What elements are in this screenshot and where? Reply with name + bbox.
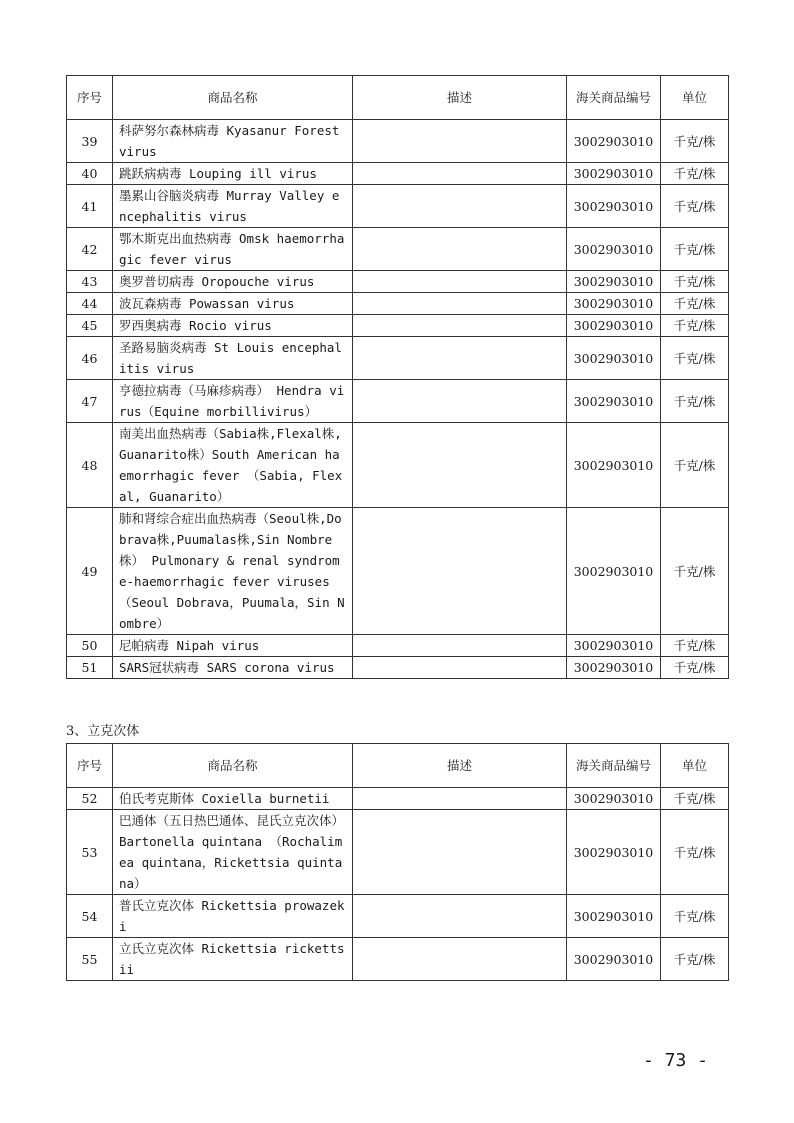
cell-description (353, 271, 567, 293)
cell-customs-code: 3002903010 (567, 938, 661, 981)
cell-description (353, 228, 567, 271)
cell-customs-code: 3002903010 (567, 120, 661, 163)
cell-description (353, 810, 567, 895)
cell-product-name: 立氏立克次体 Rickettsia rickettsii (113, 938, 353, 981)
cell-description (353, 120, 567, 163)
table-row (67, 895, 729, 938)
header-serial-number: 序号 (67, 76, 113, 120)
page-number: - 73 - (642, 1050, 708, 1071)
cell-customs-code: 3002903010 (567, 163, 661, 185)
table-row (67, 788, 729, 810)
cell-customs-code: 3002903010 (567, 315, 661, 337)
cell-serial-number: 48 (67, 423, 113, 508)
cell-unit: 千克/株 (661, 163, 729, 185)
cell-customs-code: 3002903010 (567, 810, 661, 895)
cell-customs-code: 3002903010 (567, 380, 661, 423)
cell-customs-code: 3002903010 (567, 293, 661, 315)
table-row (67, 293, 729, 315)
header-customs-code: 海关商品编号 (567, 744, 661, 788)
cell-description (353, 657, 567, 679)
cell-product-name: 肺和肾综合症出血热病毒（Seoul株,Dobrava株,Puumalas株,Sin Nombre株） Pulmonary & renal syndrome-haemorrhagic fever viruses（Seoul Dobrava，Puumala，Sin Nombre） (113, 508, 353, 635)
table-row (67, 423, 729, 508)
cell-unit: 千克/株 (661, 271, 729, 293)
header-description: 描述 (353, 76, 567, 120)
cell-serial-number: 43 (67, 271, 113, 293)
table-row (67, 228, 729, 271)
cell-customs-code: 3002903010 (567, 271, 661, 293)
table-row (67, 337, 729, 380)
cell-unit: 千克/株 (661, 635, 729, 657)
cell-unit: 千克/株 (661, 423, 729, 508)
cell-description (353, 380, 567, 423)
cell-product-name: 伯氏考克斯体 Coxiella burnetii (113, 788, 353, 810)
cell-customs-code: 3002903010 (567, 788, 661, 810)
cell-description (353, 337, 567, 380)
cell-description (353, 508, 567, 635)
cell-customs-code: 3002903010 (567, 228, 661, 271)
cell-customs-code: 3002903010 (567, 337, 661, 380)
cell-serial-number: 53 (67, 810, 113, 895)
cell-product-name: 科萨努尔森林病毒 Kyasanur Forest virus (113, 120, 353, 163)
table-row (67, 380, 729, 423)
cell-description (353, 423, 567, 508)
cell-product-name: 罗西奥病毒 Rocio virus (113, 315, 353, 337)
table-row (67, 938, 729, 981)
cell-customs-code: 3002903010 (567, 423, 661, 508)
cell-description (353, 788, 567, 810)
cell-description (353, 185, 567, 228)
cell-product-name: 鄂木斯克出血热病毒 Omsk haemorrhagic fever virus (113, 228, 353, 271)
header-unit: 单位 (661, 76, 729, 120)
cell-serial-number: 54 (67, 895, 113, 938)
cell-description (353, 938, 567, 981)
cell-customs-code: 3002903010 (567, 185, 661, 228)
agents-table-viruses (66, 75, 729, 679)
cell-customs-code: 3002903010 (567, 508, 661, 635)
agents-table-rickettsia (66, 743, 729, 981)
cell-description (353, 635, 567, 657)
cell-unit: 千克/株 (661, 120, 729, 163)
cell-product-name: SARS冠状病毒 SARS corona virus (113, 657, 353, 679)
cell-unit: 千克/株 (661, 337, 729, 380)
cell-description (353, 163, 567, 185)
cell-product-name: 尼帕病毒 Nipah virus (113, 635, 353, 657)
cell-serial-number: 55 (67, 938, 113, 981)
cell-description (353, 895, 567, 938)
table-row (67, 635, 729, 657)
cell-product-name: 巴通体（五日热巴通体、昆氏立克次体） Bartonella quintana （Rochalimea quintana，Rickettsia quintana） (113, 810, 353, 895)
cell-serial-number: 40 (67, 163, 113, 185)
cell-description (353, 315, 567, 337)
header-product-name: 商品名称 (113, 744, 353, 788)
table-header-row (67, 744, 729, 788)
cell-product-name: 波瓦森病毒 Powassan virus (113, 293, 353, 315)
cell-product-name: 墨累山谷脑炎病毒 Murray Valley encephalitis virus (113, 185, 353, 228)
cell-serial-number: 52 (67, 788, 113, 810)
cell-customs-code: 3002903010 (567, 657, 661, 679)
table-row (67, 508, 729, 635)
cell-product-name: 南美出血热病毒（Sabia株,Flexal株,Guanarito株）South American haemorrhagic fever （Sabia, Flexal, Guanarito） (113, 423, 353, 508)
cell-unit: 千克/株 (661, 938, 729, 981)
cell-unit: 千克/株 (661, 293, 729, 315)
cell-unit: 千克/株 (661, 895, 729, 938)
cell-serial-number: 50 (67, 635, 113, 657)
table-row (67, 185, 729, 228)
cell-unit: 千克/株 (661, 810, 729, 895)
cell-product-name: 圣路易脑炎病毒 St Louis encephalitis virus (113, 337, 353, 380)
cell-unit: 千克/株 (661, 228, 729, 271)
cell-serial-number: 44 (67, 293, 113, 315)
section-title-rickettsia: 3、立克次体 (66, 724, 140, 739)
table-row (67, 271, 729, 293)
cell-unit: 千克/株 (661, 508, 729, 635)
header-product-name: 商品名称 (113, 76, 353, 120)
cell-unit: 千克/株 (661, 657, 729, 679)
cell-serial-number: 41 (67, 185, 113, 228)
cell-product-name: 跳跃病病毒 Louping ill virus (113, 163, 353, 185)
cell-customs-code: 3002903010 (567, 635, 661, 657)
cell-serial-number: 45 (67, 315, 113, 337)
cell-serial-number: 46 (67, 337, 113, 380)
cell-unit: 千克/株 (661, 185, 729, 228)
table-row (67, 163, 729, 185)
cell-description (353, 293, 567, 315)
cell-serial-number: 51 (67, 657, 113, 679)
table-row (67, 120, 729, 163)
cell-product-name: 普氏立克次体 Rickettsia prowazeki (113, 895, 353, 938)
cell-product-name: 亨德拉病毒（马麻疹病毒） Hendra virus（Equine morbillivirus） (113, 380, 353, 423)
cell-serial-number: 39 (67, 120, 113, 163)
header-unit: 单位 (661, 744, 729, 788)
cell-serial-number: 49 (67, 508, 113, 635)
header-description: 描述 (353, 744, 567, 788)
header-customs-code: 海关商品编号 (567, 76, 661, 120)
header-serial-number: 序号 (67, 744, 113, 788)
cell-serial-number: 42 (67, 228, 113, 271)
cell-product-name: 奥罗普切病毒 Oropouche virus (113, 271, 353, 293)
table-row (67, 810, 729, 895)
cell-unit: 千克/株 (661, 788, 729, 810)
table-header-row (67, 76, 729, 120)
cell-serial-number: 47 (67, 380, 113, 423)
cell-unit: 千克/株 (661, 315, 729, 337)
table-row (67, 657, 729, 679)
cell-unit: 千克/株 (661, 380, 729, 423)
cell-customs-code: 3002903010 (567, 895, 661, 938)
table-row (67, 315, 729, 337)
